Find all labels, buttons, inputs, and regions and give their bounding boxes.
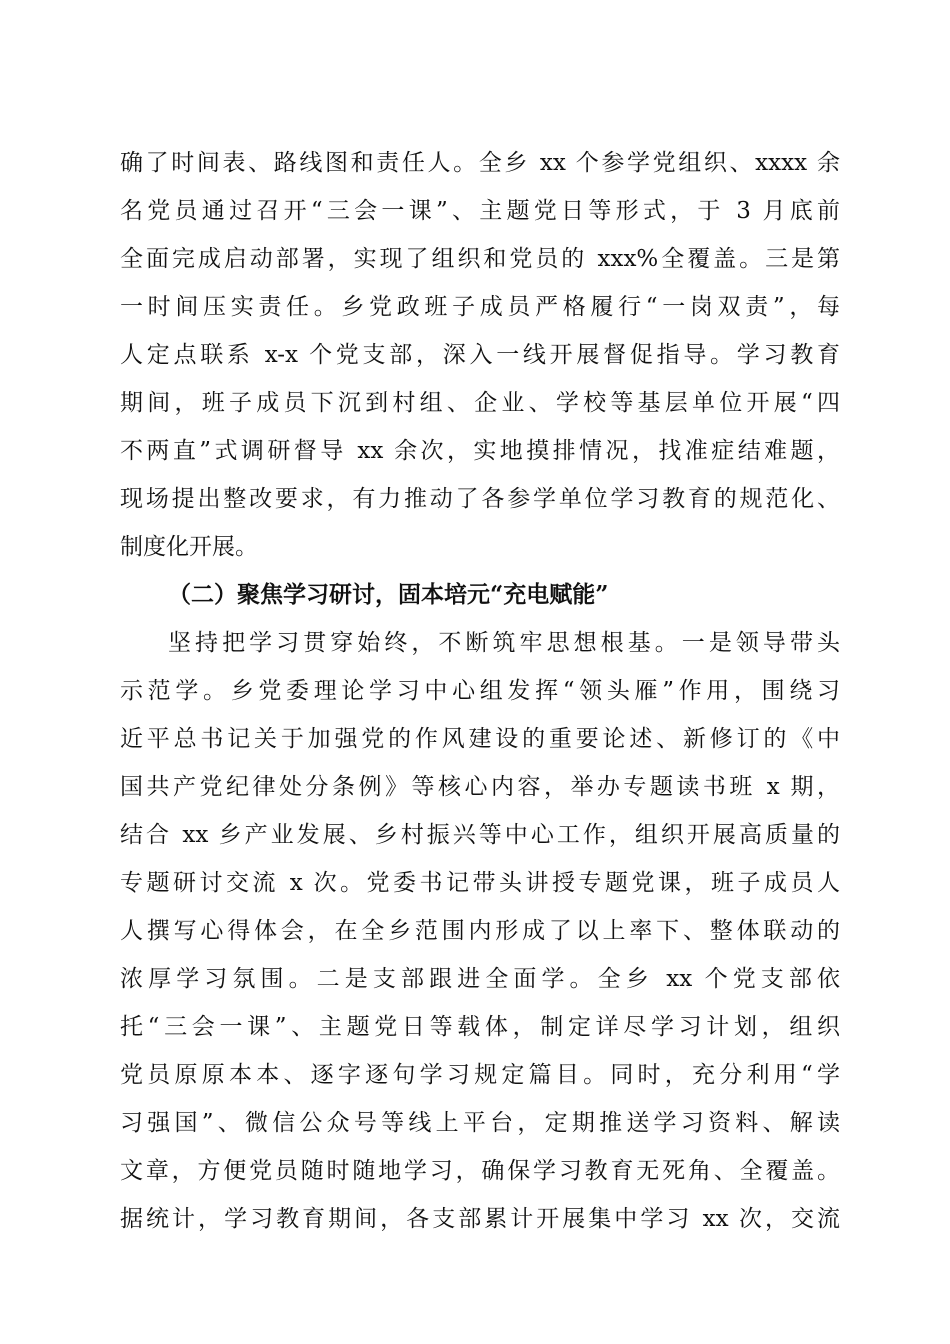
paragraph-2-line-1: 坚持把学习贯穿始终，不断筑牢思想根基。一是领导带头 [168, 630, 840, 656]
paragraph-2-line-2: 示范学。乡党委理论学习中心组发挥“领头雁”作用，围绕习 [120, 678, 840, 704]
paragraph-2-line-4: 国共产党纪律处分条例》等核心内容，举办专题读书班 x 期， [120, 774, 840, 800]
paragraph-1-line-4: 一时间压实责任。乡党政班子成员严格履行“一岗双责”，每 [120, 294, 840, 320]
paragraph-2-line-7: 人撰写心得体会，在全乡范围内形成了以上率下、整体联动的 [120, 918, 840, 944]
paragraph-1-line-6: 期间，班子成员下沉到村组、企业、学校等基层单位开展“四 [120, 390, 840, 416]
paragraph-1-line-8: 现场提出整改要求，有力推动了各参学单位学习教育的规范化、 [120, 486, 840, 512]
paragraph-1-line-9: 制度化开展。 [120, 534, 258, 560]
section-heading: （二）聚焦学习研讨，固本培元“充电赋能” [168, 581, 609, 608]
paragraph-2-line-6: 专题研讨交流 x 次。党委书记带头讲授专题党课，班子成员人 [120, 870, 840, 896]
paragraph-1-line-1: 确了时间表、路线图和责任人。全乡 xx 个参学党组织、xxxx 余 [120, 150, 840, 176]
paragraph-1-line-2: 名党员通过召开“三会一课”、主题党日等形式，于 3 月底前 [120, 198, 840, 224]
paragraph-2-line-8: 浓厚学习氛围。二是支部跟进全面学。全乡 xx 个党支部依 [120, 966, 840, 992]
paragraph-2-line-9: 托“三会一课”、主题党日等载体，制定详尽学习计划，组织 [120, 1014, 840, 1040]
paragraph-2-line-13: 据统计，学习教育期间，各支部累计开展集中学习 xx 次，交流 [120, 1206, 840, 1232]
paragraph-2-line-10: 党员原原本本、逐字逐句学习规定篇目。同时，充分利用“学 [120, 1062, 840, 1088]
paragraph-2-line-3: 近平总书记关于加强党的作风建设的重要论述、新修订的《中 [120, 726, 840, 752]
paragraph-2-line-11: 习强国”、微信公众号等线上平台，定期推送学习资料、解读 [120, 1110, 840, 1136]
paragraph-1-line-5: 人定点联系 x-x 个党支部，深入一线开展督促指导。学习教育 [120, 342, 840, 368]
paragraph-2-line-12: 文章，方便党员随时随地学习，确保学习教育无死角、全覆盖。 [120, 1158, 840, 1184]
paragraph-1-line-3: 全面完成启动部署，实现了组织和党员的 xxx%全覆盖。三是第 [120, 246, 840, 272]
paragraph-1-line-7: 不两直”式调研督导 xx 余次，实地摸排情况，找准症结难题， [120, 438, 840, 464]
paragraph-2-line-5: 结合 xx 乡产业发展、乡村振兴等中心工作，组织开展高质量的 [120, 822, 840, 848]
